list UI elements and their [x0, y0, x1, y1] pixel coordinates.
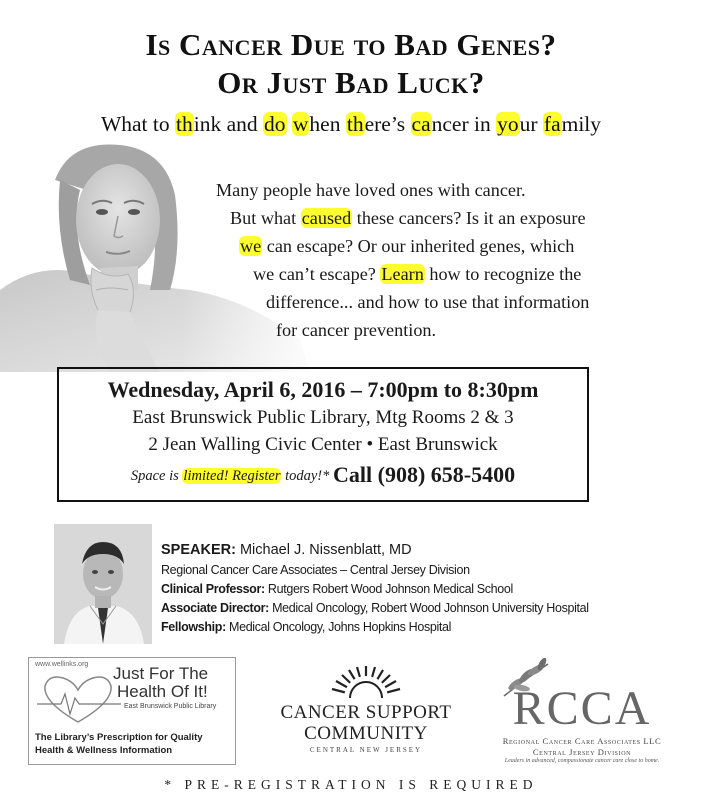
rcca-logo [482, 658, 682, 768]
subtitle-text: ink and [193, 112, 264, 136]
event-datetime: Wednesday, April 6, 2016 – 7:00pm to 8:30pm [107, 377, 539, 402]
jfth-tagline-2: Health & Wellness Information [35, 745, 173, 756]
subtitle-text: What to [100, 112, 175, 136]
associate-value: Medical Oncology, Robert Wood Johnson University Hospital [268, 601, 589, 615]
jfth-url: www.wellinks.org [35, 661, 89, 668]
intro-line-6: for cancer prevention. [276, 320, 437, 340]
intro-line-3 [196, 232, 666, 260]
rcca-division: Central Jersey Division [532, 747, 632, 757]
subtitle-highlight: yo [497, 112, 519, 136]
event-address: 2 Jean Walling Civic Center • East Brunswick [148, 434, 498, 455]
flyer-subtitle [0, 112, 702, 137]
subtitle-text: ncer in [431, 112, 497, 136]
sunburst-icon [326, 664, 406, 698]
speaker-fellowship [161, 618, 681, 637]
intro-text: how to recognize the [424, 264, 582, 284]
intro-highlight: Learn [381, 264, 424, 284]
cancer-support-community-logo [268, 664, 464, 756]
subtitle-text: hen [309, 112, 346, 136]
speaker-photo [54, 524, 152, 644]
intro-text: these cancers? Is it an exposure [352, 208, 586, 228]
intro-highlight: caused [301, 208, 352, 228]
event-phone[interactable]: Call (908) 658-5400 [333, 462, 516, 487]
register-text: today!* [281, 468, 330, 484]
rcca-full-name: Regional Cancer Care Associates LLC [502, 736, 662, 746]
speaker-associate [161, 599, 681, 618]
subtitle-highlight: th [176, 112, 193, 136]
clinical-label: Clinical Professor: [161, 582, 265, 596]
intro-highlight: we [240, 236, 262, 256]
csc-line-2: COMMUNITY [304, 723, 428, 744]
csc-line-1: CANCER SUPPORT [280, 702, 452, 723]
speaker-info [161, 540, 681, 637]
title-line-1: Is Cancer Due to Bad Genes? [145, 27, 557, 62]
speaker-label: SPEAKER: [161, 542, 236, 558]
fellowship-label: Fellowship: [161, 620, 226, 634]
speaker-clinical [161, 580, 681, 599]
preregistration-footer: * PRE-REGISTRATION IS REQUIRED [164, 777, 538, 792]
speaker-name: Michael J. Nissenblatt, MD [235, 542, 412, 558]
register-text: Space is [130, 468, 183, 484]
intro-text: we can’t escape? [253, 264, 381, 284]
subtitle-highlight: ca [411, 112, 431, 136]
rcca-tagline: Leaders in advanced, compassionate cancer care close to home. [504, 758, 660, 764]
event-location: East Brunswick Public Library, Mtg Rooms 2 & 3 [132, 407, 514, 428]
subtitle-text: ur [519, 112, 543, 136]
intro-line-2 [196, 204, 666, 232]
associate-label: Associate Director: [161, 601, 269, 615]
subtitle-highlight: do [264, 112, 286, 136]
event-registration [59, 462, 587, 488]
intro-line-4 [196, 260, 666, 288]
intro-paragraph [196, 176, 666, 344]
jfth-subtitle: East Brunswick Public Library [124, 703, 217, 710]
subtitle-text: ere’s [364, 112, 411, 136]
intro-line-1: Many people have loved ones with cancer. [216, 180, 526, 200]
event-details-box [57, 367, 589, 502]
subtitle-highlight: th [346, 112, 364, 136]
just-for-the-health-logo [28, 657, 236, 765]
speaker-name-row [161, 540, 681, 561]
intro-text: can escape? Or our inherited genes, which [262, 236, 575, 256]
subtitle-highlight: fa [543, 112, 561, 136]
jfth-tagline-1: The Library’s Prescription for Quality [35, 732, 203, 743]
intro-text: But what [230, 208, 301, 228]
subtitle-highlight: w [292, 112, 309, 136]
intro-line-5: difference... and how to use that information [266, 292, 590, 312]
csc-line-3: CENTRAL NEW JERSEY [309, 746, 423, 754]
jfth-title-2: Health Of It! [117, 682, 208, 701]
heart-ekg-icon [33, 672, 123, 727]
flyer-title [0, 26, 702, 102]
subtitle-text: mily [561, 112, 602, 136]
title-line-2: Or Just Bad Luck? [217, 65, 485, 100]
clinical-value: Rutgers Robert Wood Johnson Medical School [264, 582, 513, 596]
speaker-org: Regional Cancer Care Associates – Central Jersey Division [161, 563, 470, 577]
register-highlight: limited! Register [183, 468, 281, 484]
rcca-name: RCCA [512, 682, 652, 735]
fellowship-value: Medical Oncology, Johns Hopkins Hospital [225, 620, 452, 634]
jfth-title-1: Just For The [113, 664, 209, 683]
